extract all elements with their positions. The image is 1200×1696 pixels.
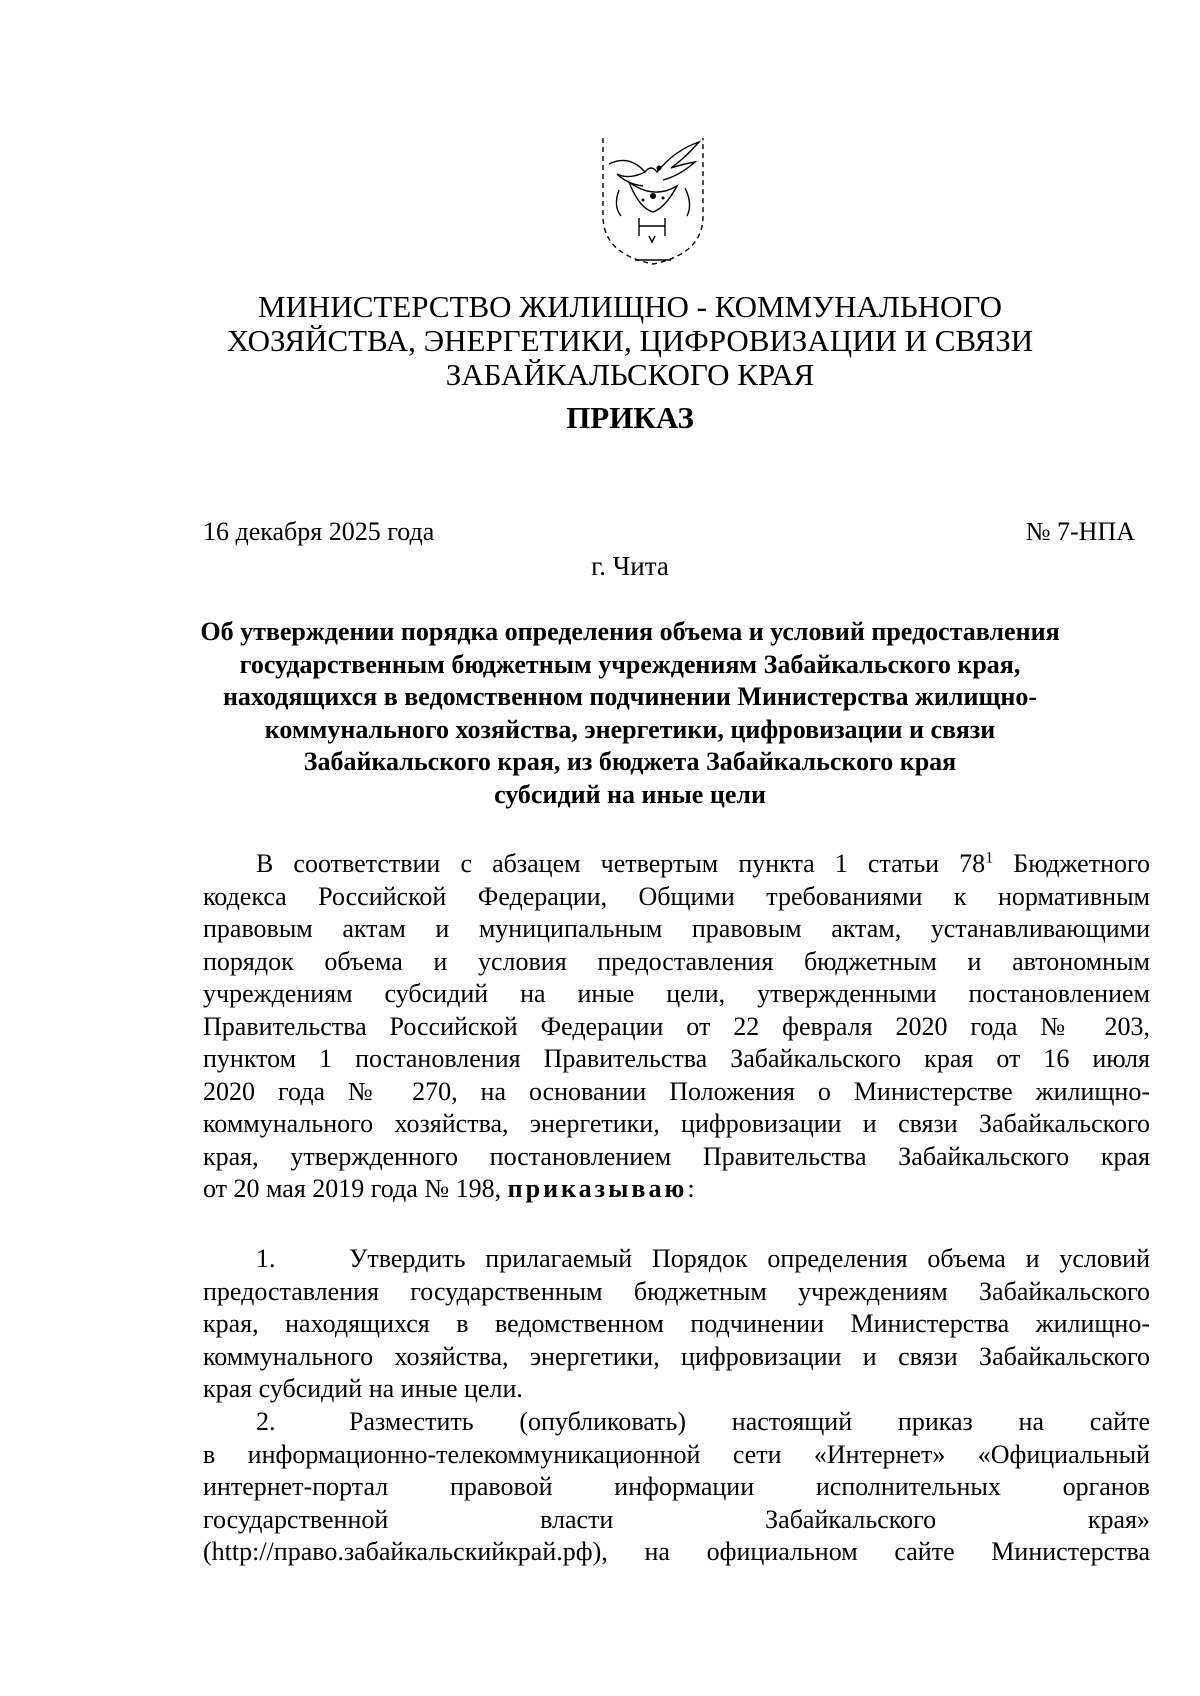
preamble-paragraph [203, 848, 1150, 1206]
item-number: 1. [256, 1244, 276, 1273]
paragraph-line: интернет-портал правовой информации исполнительных органов [203, 1472, 1150, 1501]
paragraph-line: края, утвержденного постановлением Правительства Забайкальского края [203, 1141, 1150, 1171]
paragraph-line: в информационно-телекоммуникационной сети «Интернет» «Официальный [203, 1439, 1150, 1469]
ministry-name-line: ЗАБАЙКАЛЬСКОГО КРАЯ [445, 357, 815, 392]
ministry-name-line: МИНИСТЕРСТВО ЖИЛИЩНО - КОММУНАЛЬНОГО [257, 289, 1003, 324]
paragraph-line: Правительства Российской Федерации от 22 февраля 2020 года № 203, [203, 1011, 1150, 1041]
item-text: Утвердить прилагаемый Порядок определения объема и условий [349, 1244, 1150, 1273]
paragraph-line: кодекса Российской Федерации, Общими требованиями к нормативным [203, 881, 1150, 911]
paragraph-line [203, 1243, 1150, 1276]
paragraph-line: края, находящихся в ведомственном подчинении Министерства жилищно- [203, 1309, 1150, 1338]
paragraph-line: государственной власти Забайкальского края» [203, 1504, 1150, 1534]
order-item-2 [203, 1406, 1150, 1569]
order-type-heading: ПРИКАЗ [566, 400, 694, 435]
title-line: субсидий на иные цели [494, 779, 766, 809]
ministry-name-line: ХОЗЯЙСТВА, ЭНЕРГЕТИКИ, ЦИФРОВИЗАЦИИ И СВЯЗИ [226, 323, 1034, 358]
title-line: Об утверждении порядка определения объема и условий предоставления [200, 617, 1060, 646]
order-number: № 7-НПА [1025, 517, 1135, 546]
preamble-text: от 20 мая 2019 года № 198, [203, 1174, 508, 1203]
order-item-1 [203, 1243, 1150, 1406]
paragraph-line: порядок объема и условия предоставления бюджетным и автономным [203, 946, 1150, 976]
preamble-text: : [687, 1174, 695, 1203]
paragraph-line: 2020 года № 270, на основании Положения о Министерстве жилищно- [203, 1076, 1150, 1106]
paragraph-line: правовым актам и муниципальным правовым актам, устанавливающими [203, 914, 1150, 943]
paragraph-line [203, 1173, 1150, 1206]
title-line: коммунального хозяйства, энергетики, цифровизации и связи [264, 714, 996, 744]
title-line: находящихся в ведомственном подчинении Министерства жилищно- [222, 682, 1038, 711]
paragraph-line: учреждениям субсидий на иные цели, утвержденными постановлением [203, 979, 1150, 1008]
paragraph-line [203, 1406, 1150, 1439]
paragraph-line: (http://право.забайкальскийкрай.рф), на официальном сайте Министерства [203, 1537, 1150, 1566]
paragraph-line: края субсидий на иные цели. [203, 1374, 523, 1403]
paragraph-line: пунктом 1 постановления Правительства Забайкальского края от 16 июля [203, 1044, 1150, 1073]
paragraph-line: коммунального хозяйства, энергетики, цифровизации и связи Забайкальского [203, 1341, 1150, 1371]
title-line: Забайкальского края, из бюджета Забайкальского края [303, 747, 957, 776]
paragraph-line [203, 848, 1150, 881]
preamble-text: Бюджетного [993, 849, 1150, 878]
item-text: Разместить (опубликовать) настоящий приказ на сайте [349, 1407, 1150, 1436]
preamble-text: В соответствии с абзацем четвертым пункта 1 статьи 78 [256, 849, 986, 878]
order-city: г. Чита [591, 551, 669, 581]
title-line: государственным бюджетным учреждениям Забайкальского края, [239, 649, 1021, 679]
item-number: 2. [256, 1407, 276, 1436]
coat-of-arms-emblem [599, 124, 707, 270]
ministry-name [200, 290, 1060, 392]
order-verb: приказываю [507, 1174, 688, 1203]
article-superscript: 1 [985, 849, 994, 867]
order-date: 16 декабря 2025 года [203, 517, 435, 546]
paragraph-line: предоставления государственным бюджетным учреждениям Забайкальского [203, 1276, 1150, 1306]
document-title [190, 616, 1070, 811]
paragraph-line: коммунального хозяйства, энергетики, цифровизации и связи Забайкальского [203, 1109, 1150, 1138]
